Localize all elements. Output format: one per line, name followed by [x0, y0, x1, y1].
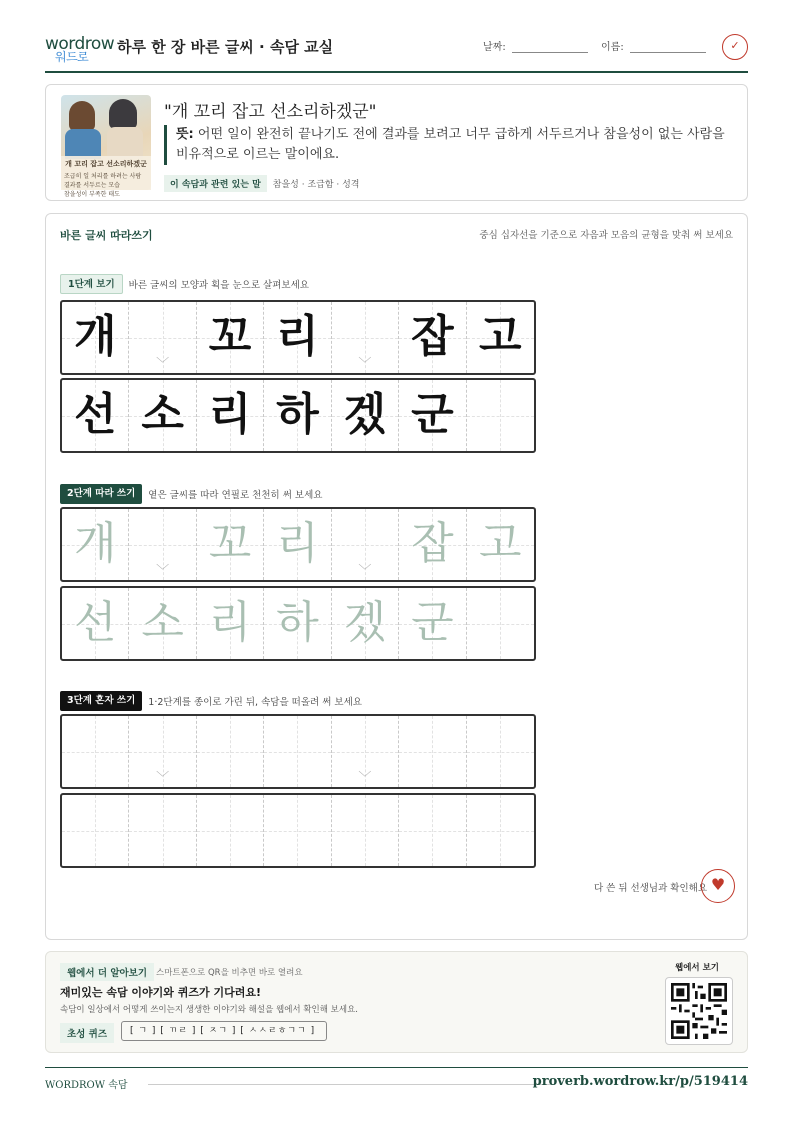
proverb-card — [45, 84, 748, 201]
promo-headline: 재미있는 속담 이야기와 퀴즈가 기다려요! — [60, 986, 261, 999]
web-promo-box — [45, 951, 748, 1053]
guide-character: 잡 — [411, 518, 454, 569]
space-cue-icon: ﹀ — [358, 771, 372, 786]
writing-cell — [197, 302, 264, 373]
step-2-badge: 2단계 따라 쓰기 — [60, 484, 142, 504]
guide-character: 리 — [208, 597, 252, 648]
guide-character: 하 — [276, 597, 319, 648]
step-1-header — [60, 274, 309, 294]
writing-cell[interactable] — [197, 716, 264, 787]
guide-character: 고 — [479, 311, 522, 362]
guide-character: 개 — [73, 518, 117, 569]
practice-hint: 중심 십자선을 기준으로 자음과 모음의 균형을 맞춰 써 보세요 — [479, 230, 733, 241]
page-title: 하루 한 장 바른 글씨 · 속담 교실 — [117, 38, 334, 56]
proverb-illustration — [61, 95, 151, 198]
step-3-row-2[interactable] — [60, 793, 536, 868]
writing-cell — [62, 302, 129, 373]
thumb-title: 개 꼬리 잡고 선소리하겠군 — [65, 160, 147, 168]
guide-character: 꼬 — [208, 311, 252, 362]
space-cue-icon: ﹀ — [156, 357, 170, 372]
footer-url[interactable]: proverb.wordrow.kr/p/519414 — [532, 1074, 748, 1089]
guide-character: 소 — [141, 389, 184, 440]
writing-cell[interactable] — [129, 509, 196, 580]
step-2-row-1[interactable] — [60, 507, 536, 582]
guide-character: 겠 — [343, 389, 387, 440]
heart-stamp-icon: ♥ — [701, 869, 735, 903]
writing-cell[interactable] — [467, 716, 534, 787]
thumb-line: 조급히 일 처리를 하려는 사람 — [64, 173, 142, 180]
space-cue-icon: ﹀ — [156, 771, 170, 786]
footer-divider — [148, 1084, 553, 1085]
proverb-quote: "개 꼬리 잡고 선소리하겠군" — [164, 102, 377, 122]
name-field[interactable] — [630, 52, 706, 53]
step-1-row-2 — [60, 378, 536, 453]
guide-character: 잡 — [411, 311, 454, 362]
writing-cell — [264, 302, 331, 373]
writing-cell — [399, 302, 466, 373]
writing-cell[interactable] — [264, 716, 331, 787]
writing-cell[interactable] — [467, 795, 534, 866]
web-more-tag: 웹에서 더 알아보기 — [60, 963, 154, 981]
qr-code[interactable] — [665, 977, 733, 1045]
writing-cell[interactable] — [332, 716, 399, 787]
guide-character: 리 — [208, 389, 252, 440]
writing-cell[interactable] — [399, 588, 466, 659]
proverb-meaning — [164, 125, 734, 165]
practice-title: 바른 글씨 따라쓰기 — [60, 229, 153, 242]
guide-character: 리 — [276, 518, 319, 569]
guide-character: 군 — [411, 597, 454, 648]
writing-cell[interactable] — [264, 588, 331, 659]
writing-cell — [129, 380, 196, 451]
step-1-desc: 바른 글씨의 모양과 획을 눈으로 살펴보세요 — [128, 280, 309, 291]
writing-cell — [332, 380, 399, 451]
guide-character: 소 — [141, 597, 184, 648]
name-label: 이름: — [601, 42, 624, 53]
writing-cell[interactable] — [399, 509, 466, 580]
related-words — [164, 175, 360, 192]
writing-cell[interactable] — [467, 588, 534, 659]
qr-code-icon — [671, 983, 727, 1039]
related-label: 이 속담과 관련 있는 말 — [164, 175, 267, 192]
guide-character: 개 — [73, 311, 117, 362]
guide-character: 리 — [276, 311, 319, 362]
writing-cell — [62, 380, 129, 451]
date-field[interactable] — [512, 52, 588, 53]
writing-cell — [197, 380, 264, 451]
footer-brand: WORDROW 속담 — [45, 1080, 128, 1091]
space-cue-icon: ﹀ — [156, 564, 170, 579]
writing-cell[interactable] — [264, 795, 331, 866]
writing-cell — [467, 380, 534, 451]
writing-cell[interactable] — [129, 795, 196, 866]
meaning-label: 뜻: — [176, 127, 194, 142]
writing-cell[interactable] — [332, 509, 399, 580]
wordrow-logo: wordrow 워드로 — [45, 34, 115, 64]
writing-cell[interactable] — [332, 795, 399, 866]
step-3-header — [60, 691, 362, 711]
writing-cell — [467, 302, 534, 373]
guide-character: 하 — [276, 389, 319, 440]
thumb-line: 결과를 서두르는 모습 — [64, 182, 120, 189]
writing-cell[interactable] — [332, 588, 399, 659]
writing-cell[interactable] — [399, 716, 466, 787]
space-cue-icon: ﹀ — [358, 564, 372, 579]
writing-cell[interactable] — [197, 509, 264, 580]
practice-section — [45, 213, 748, 940]
step-2-row-2[interactable] — [60, 586, 536, 661]
date-label: 날짜: — [483, 42, 506, 53]
writing-cell[interactable] — [467, 509, 534, 580]
guide-character: 군 — [411, 389, 454, 440]
writing-cell[interactable] — [62, 509, 129, 580]
meaning-text: 어떤 일이 완전히 끝나기도 전에 결과를 보려고 너무 급하게 서두르거나 참을성이 없는 사람을 비유적으로 이르는 말이에요. — [176, 127, 725, 162]
thumb-line: 참을성이 부족한 태도 — [64, 191, 120, 198]
step-3-row-1[interactable] — [60, 714, 536, 789]
step-1-badge: 1단계 보기 — [60, 274, 123, 294]
related-list: 참을성 · 조급함 · 성격 — [272, 180, 360, 190]
writing-cell[interactable] — [62, 795, 129, 866]
initial-consonant-quiz: [ ㄱ ] [ ㄲㄹ ] [ ㅈㄱ ] [ ㅅㅅㄹㅎㄱㄱ ] — [121, 1021, 327, 1041]
page-header — [45, 30, 748, 73]
step-2-desc: 옅은 글씨를 따라 연필로 천천히 써 보세요 — [148, 490, 323, 501]
guide-character: 선 — [73, 597, 117, 648]
writing-cell — [399, 380, 466, 451]
writing-cell — [332, 302, 399, 373]
step-2-header — [60, 484, 322, 504]
step-3-desc: 1·2단계를 종이로 가린 뒤, 속담을 떠올려 써 보세요 — [148, 697, 362, 708]
writing-cell[interactable] — [264, 509, 331, 580]
qr-hint: 스마트폰으로 QR을 비추면 바로 열려요 — [156, 968, 303, 978]
teacher-check-text: 다 쓴 뒤 선생님과 확인해요 — [593, 883, 707, 894]
guide-character: 겠 — [343, 597, 387, 648]
qr-label: 웹에서 보기 — [674, 963, 719, 973]
guide-character: 고 — [479, 518, 522, 569]
writing-cell — [264, 380, 331, 451]
space-cue-icon: ﹀ — [358, 357, 372, 372]
page-footer — [45, 1067, 748, 1091]
writing-cell[interactable] — [129, 716, 196, 787]
writing-cell[interactable] — [197, 588, 264, 659]
promo-subtext: 속담이 일상에서 어떻게 쓰이는지 생생한 이야기와 해설을 웹에서 확인해 보세요. — [60, 1005, 358, 1015]
writing-cell — [129, 302, 196, 373]
writing-cell[interactable] — [399, 795, 466, 866]
writing-cell[interactable] — [129, 588, 196, 659]
writing-cell[interactable] — [197, 795, 264, 866]
step-3-badge: 3단계 혼자 쓰기 — [60, 691, 142, 711]
guide-character: 꼬 — [208, 518, 252, 569]
writing-cell[interactable] — [62, 588, 129, 659]
guide-character: 선 — [73, 389, 117, 440]
writing-cell[interactable] — [62, 716, 129, 787]
check-seal-icon: ✓ — [722, 34, 748, 60]
step-1-row-1 — [60, 300, 536, 375]
quiz-label: 초성 퀴즈 — [60, 1023, 114, 1043]
